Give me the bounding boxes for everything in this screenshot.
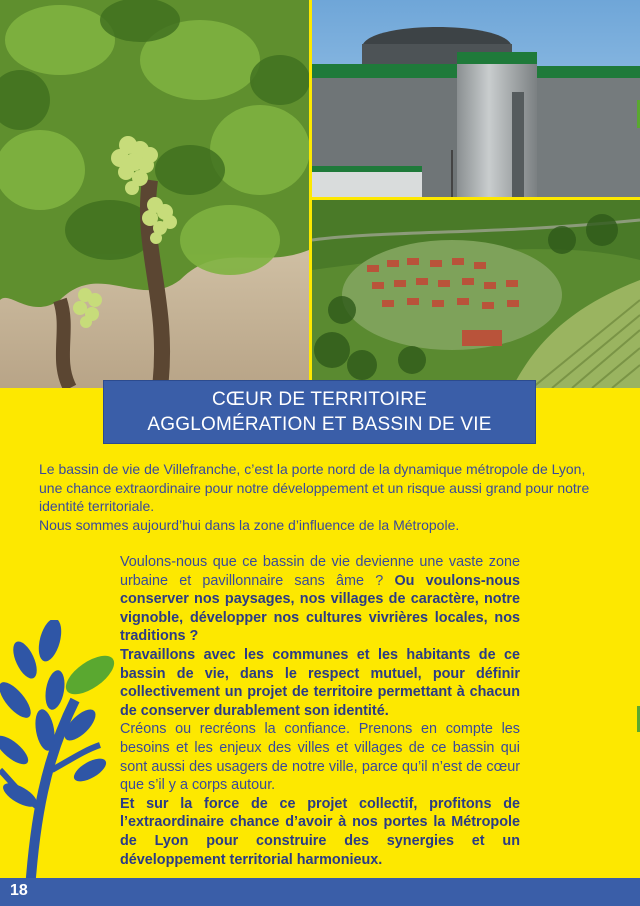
body-paragraph-4: Et sur la force de ce projet collectif, profitons de l’extraordinaire chance d’avoir à nos portes la Métropole de Lyon pour construire des synergies et un développement territorial harmonieux. xyxy=(120,795,520,868)
industrial-building-photo xyxy=(312,0,640,197)
body-text: Voulons-nous que ce bassin de vie devienne une vaste zone urbaine et pavillonnaire sans âme ? xyxy=(120,554,520,589)
footer-bar xyxy=(0,878,640,906)
photo-divider xyxy=(309,0,312,388)
section-title-banner xyxy=(103,380,536,444)
page-number: 18 xyxy=(10,882,28,899)
section-title-line-1: CŒUR DE TERRITOIRE xyxy=(211,389,428,410)
vineyard-grapes-photo xyxy=(0,0,309,388)
intro-text: Le bassin de vie de Villefranche, c’est la porte nord de la dynamique métropole de Lyon, une chance extraordinaire pour notre développement et un risque aussi grand pour notre identité territoriale. xyxy=(39,461,590,514)
body-paragraph-3: Créons ou recréons la confiance. Prenons en compte les besoins et les enjeux des villes et villages de ce bassin qui sont aussi des usagers de notre ville, parce qu’il n’est de cœur que s’il y a corps autour. xyxy=(120,721,520,794)
village-aerial-photo xyxy=(312,200,640,388)
photo-divider xyxy=(312,197,640,200)
tree-leaves-illustration xyxy=(0,620,115,890)
intro-paragraph xyxy=(39,460,609,534)
body-text-column xyxy=(120,553,520,869)
body-text-bold: Ou voulons-nous conserver nos paysages, nos villages de caractère, notre vignoble, développer nos cultures vivrières locales, nos traditions ? xyxy=(120,572,520,645)
section-title-line-2: AGGLOMÉRATION ET BASSIN DE VIE xyxy=(147,414,492,435)
body-paragraph-1 xyxy=(120,553,520,646)
body-paragraph-2: Travaillons avec les communes et les habitants de ce bassin de vie, dans le respect mutuel, pour définir collectivement un projet de territoire permettant à chacun de conserver durablement son identité. xyxy=(120,646,520,719)
green-leaf-icon xyxy=(60,648,115,701)
intro-text-2: Nous sommes aujourd’hui dans la zone d’influence de la Métropole. xyxy=(39,516,460,533)
